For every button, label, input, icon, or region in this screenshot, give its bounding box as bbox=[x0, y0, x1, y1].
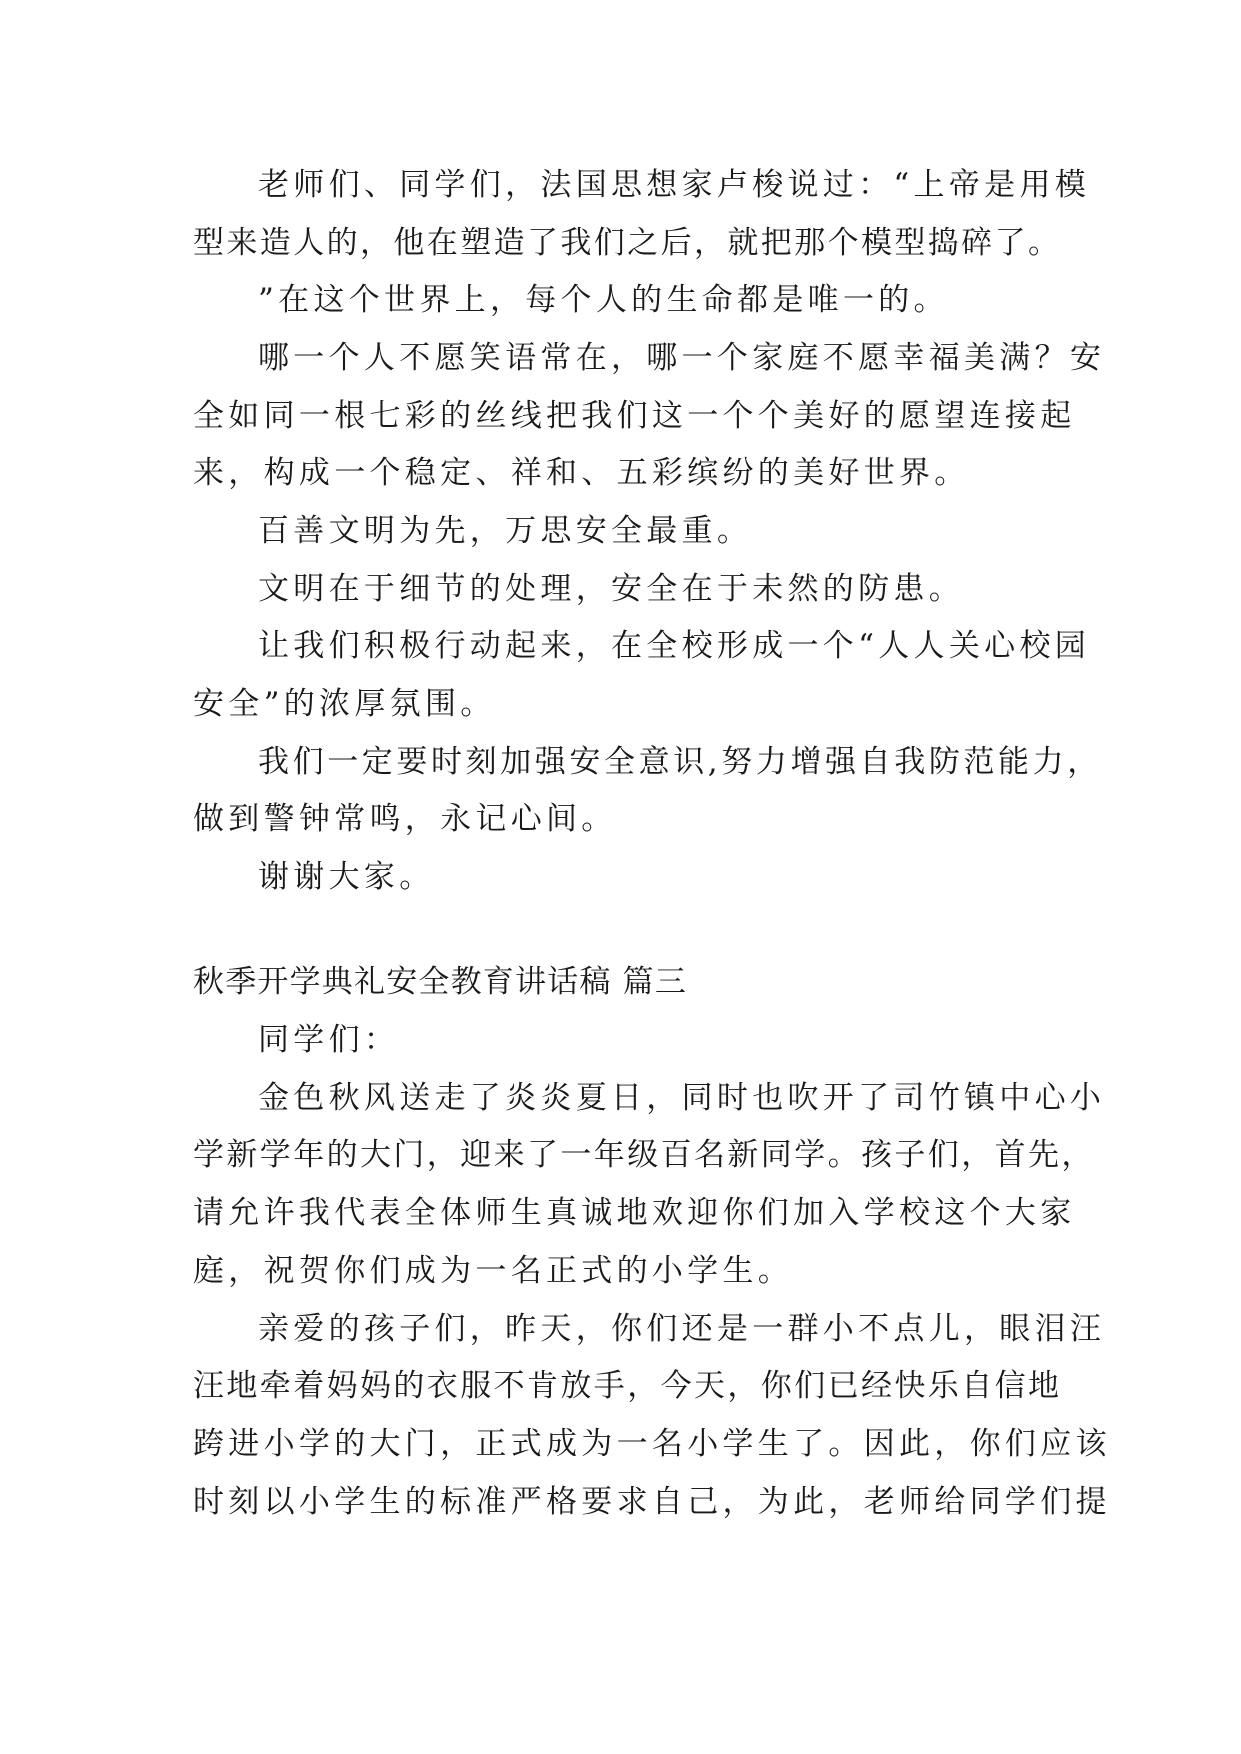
paragraph-line: 文明在于细节的处理，安全在于未然的防患。 bbox=[258, 571, 964, 607]
paragraph-line: 汪地牵着妈妈的衣服不肯放手，今天，你们已经快乐自信地 bbox=[193, 1368, 1062, 1404]
paragraph-line: 百善文明为先，万思安全最重。 bbox=[258, 513, 753, 549]
paragraph-line: 请允许我代表全体师生真诚地欢迎你们加入学校这个大家 bbox=[193, 1195, 1076, 1231]
paragraph-line: 亲爱的孩子们，昨天，你们还是一群小不点儿，眼泪汪 bbox=[258, 1311, 1106, 1347]
paragraph-line: 时刻以小学生的标准严格要求自己，为此，老师给同学们提 bbox=[193, 1484, 1111, 1520]
paragraph-line: 哪一个人不愿笑语常在，哪一个家庭不愿幸福美满？安 bbox=[258, 340, 1106, 376]
greeting: 同学们： bbox=[258, 1022, 400, 1058]
paragraph-line: 我们一定要时刻加强安全意识,努力增强自我防范能力， bbox=[258, 744, 1102, 780]
paragraph-line: 做到警钟常鸣，永记心间。 bbox=[193, 801, 617, 837]
paragraph-line: 来，构成一个稳定、祥和、五彩缤纷的美好世界。 bbox=[193, 455, 970, 491]
paragraph-line: 安全”的浓厚氛围。 bbox=[193, 686, 496, 722]
paragraph-line: 老师们、同学们，法国思想家卢梭说过：“上帝是用模 bbox=[258, 167, 1091, 203]
paragraph-line: 型来造人的，他在塑造了我们之后，就把那个模型捣碎了。 bbox=[193, 225, 1062, 261]
paragraph-line: 让我们积极行动起来，在全校形成一个“人人关心校园 bbox=[258, 628, 1091, 664]
paragraph-line: 谢谢大家。 bbox=[258, 859, 435, 895]
paragraph-line: 学新学年的大门，迎来了一年级百名新同学。孩子们，首先， bbox=[193, 1137, 1095, 1173]
paragraph-line: 全如同一根七彩的丝线把我们这一个个美好的愿望连接起 bbox=[193, 398, 1076, 434]
paragraph-line: 金色秋风送走了炎炎夏日，同时也吹开了司竹镇中心小 bbox=[258, 1080, 1106, 1116]
paragraph-line: 庭，祝贺你们成为一名正式的小学生。 bbox=[193, 1253, 794, 1289]
paragraph-line: 跨进小学的大门，正式成为一名小学生了。因此，你们应该 bbox=[193, 1426, 1111, 1462]
section-title: 秋季开学典礼安全教育讲话稿 篇三 bbox=[193, 964, 688, 1000]
paragraph-line: ”在这个世界上，每个人的生命都是唯一的。 bbox=[258, 282, 949, 318]
